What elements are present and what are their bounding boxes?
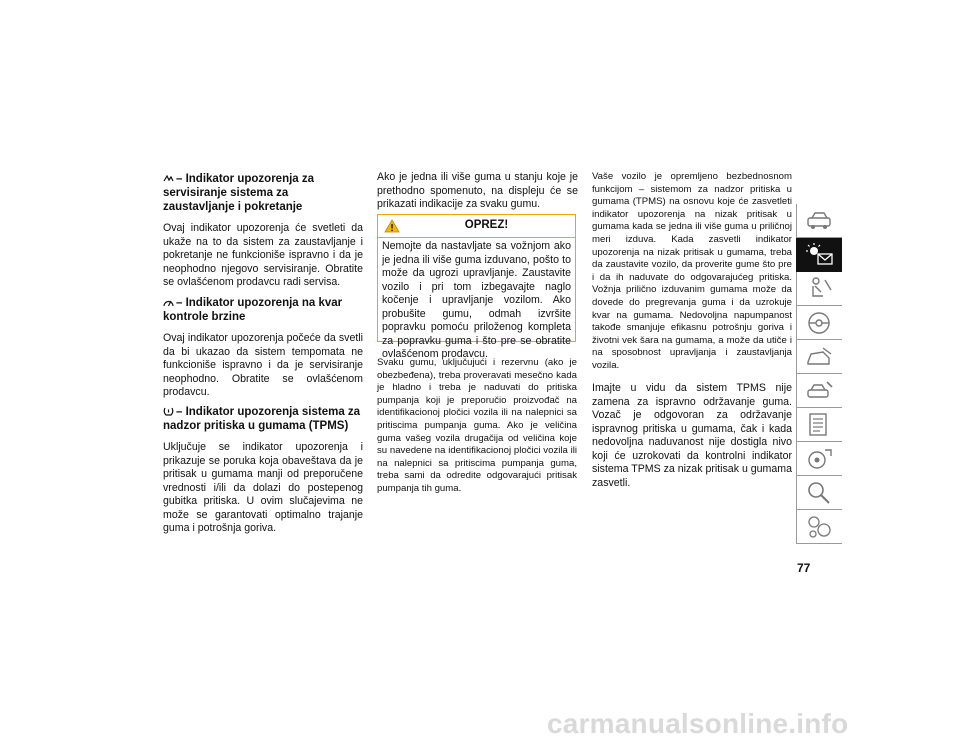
caution-box bbox=[377, 214, 576, 360]
steering-wheel-icon bbox=[805, 310, 835, 336]
speed-control-warning-icon bbox=[163, 298, 174, 307]
section-heading-speed-control: – Indikator upozorenja na kvar kontrole brzine bbox=[163, 297, 343, 323]
section-body-speed-control: Ovaj indikator upozorenja počeće da svetli da bi ukazao da sistem tempomata ne funkcioniše ispravno i da je servisiranje neophodno. Obratite se ovlašćenom prodavcu. bbox=[163, 332, 363, 398]
tpms-note-paragraph: Imajte u vidu da sistem TPMS nije zamena za ispravno održavanje guma. Vozač je odgovoran za održavanje ispravnog pritiska u gumama, čak i kada nedovoljna naduvanost nije dostigla nivo koji će uzrokovati da kontrolni indikator sistema TPMS za nizak pritisak u gumama zasvetli. bbox=[592, 382, 792, 489]
section-heading-tpms: – Indikator upozorenja sistema za nadzor pritiska u gumama (TPMS) bbox=[163, 406, 361, 432]
tab-dashboard[interactable] bbox=[796, 238, 842, 272]
tab-service[interactable] bbox=[796, 374, 842, 408]
seat-safety-icon bbox=[805, 276, 835, 302]
car-crash-icon bbox=[805, 344, 835, 370]
start-stop-warning-icon bbox=[163, 174, 174, 183]
tires-intro-paragraph: Ako je jedna ili više guma u stanju koje je prethodno spomenuto, na displeju će se prikazati indikacije za svaku gumu. bbox=[377, 171, 578, 210]
search-index-icon bbox=[805, 480, 835, 506]
caution-title: OPREZ! bbox=[464, 219, 509, 231]
tab-seat-safety[interactable] bbox=[796, 272, 842, 306]
page-number: 77 bbox=[797, 561, 811, 575]
tire-pressure-warning-icon bbox=[163, 407, 174, 416]
car-info-icon bbox=[805, 208, 835, 234]
tab-multimedia[interactable] bbox=[796, 442, 842, 476]
section-body-tpms: Uključuje se indikator upozorenja i prikazuje se poruka koja obaveštava da je pritisak u gumama manji od preporučene vrednosti i/ili da dolazi do postepenog gubitka pritiska. U ovim slučajevima ne može se garantovati optimalno trajanje guma i potrošnja goriva. bbox=[163, 441, 363, 534]
caution-header bbox=[378, 215, 575, 238]
tab-steering[interactable] bbox=[796, 306, 842, 340]
section-body-start-stop: Ovaj indikator upozorenja će svetleti da ukaže na to da sistem za zaustavljanje i pokretanje ne funkcioniše ispravno i da je neophodno njegovo servisiranje. Obratite se ovlašćenom prodavcu radi servisa. bbox=[163, 222, 363, 288]
specifications-list-icon bbox=[805, 412, 835, 438]
tab-search[interactable] bbox=[796, 476, 842, 510]
tab-specifications[interactable] bbox=[796, 408, 842, 442]
tab-car-info[interactable] bbox=[796, 204, 842, 238]
language-icon bbox=[805, 514, 835, 540]
caution-body: Nemojte da nastavljate sa vožnjom ako je jedna ili više guma izduvano, pošto to može da ugrozi upravljanje. Zaustavite vozilo i pri tom izbegavajte naglo kočenje i upravljanje vozilom. Ako probušite gumu, odmah izvršite popravku pomoću priloženog kompleta za popravku guma i što pre se obratite ovlašćenom prodavcu. bbox=[382, 240, 571, 360]
tab-emergency[interactable] bbox=[796, 340, 842, 374]
section-heading-start-stop: – Indikator upozorenja za servisiranje sistema za zaustavljanje i pokretanje bbox=[163, 173, 315, 213]
tire-check-paragraph: Svaku gumu, uključujući i rezervnu (ako je obezbeđena), treba proveravati mesečno kada je hladno i treba je naduvati do pritiska pumpanja koji je preporučio proizvođač na identifikacionoj pločici vozila ili na nalepnici sa pritiscima pumpanja guma. Ako je veličina guma vašeg vozila drugačija od veličina koje su navedene na identifikacionoj pločici vozila ili na nalepnici sa pritiscima pumpanja guma, treba sami da odredite odgovarajući pritisak pumpanja tih guma. bbox=[377, 357, 577, 494]
multimedia-icon bbox=[805, 446, 835, 472]
dashboard-warning-lights-icon bbox=[805, 242, 835, 268]
tpms-description-paragraph: Vaše vozilo je opremljeno bezbednosnom funkcijom – sistemom za nadzor pritiska u gumama (TPMS) na osnovu koje će zasvetleti indikator upozorenja na nizak pritisak u gumama kada se jedna ili više guma u priličnoj meri izduva. Kada zasvetli indikator upozorenja na nizak pritisak u gumama, treba da zaustavite vozilo, da proverite gume što pre i da ih naduvate do odgovarajućeg pritiska. Vožnja prilično izduvanim gumama može da dovede do pregrevanja guma i da uzrokuje kvar na gumama. Nedovoljna napumpanost takođe smanjuje efikasnu potrošnju goriva i životni vek šara na gumama, a može da utiče i na sposobnost upravljanja i zaustavljanja vozila. bbox=[592, 171, 792, 371]
tab-language[interactable] bbox=[796, 510, 842, 544]
car-service-icon bbox=[805, 378, 835, 404]
watermark: carmanualsonline.info bbox=[547, 708, 849, 739]
